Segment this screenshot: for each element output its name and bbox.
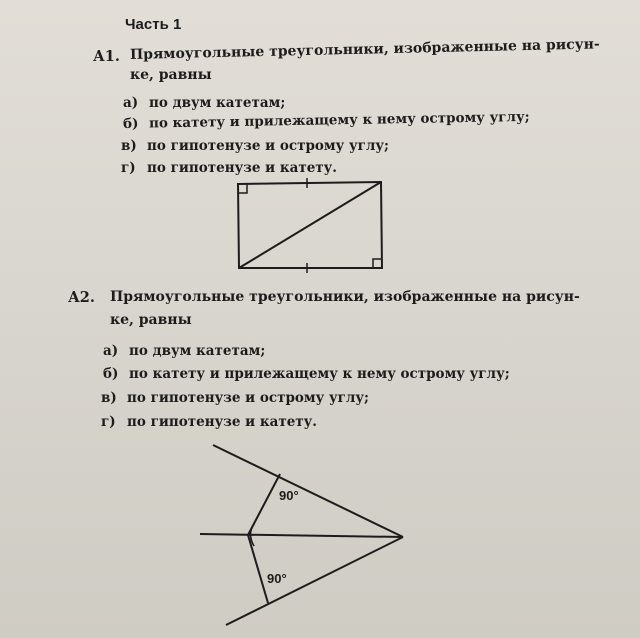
question-a2-option-d: г) по гипотенузе и катету.: [101, 414, 318, 430]
question-a1-text-line2: ке, равны: [130, 67, 212, 83]
question-a2-option-a: а) по двум катетам;: [103, 343, 266, 359]
question-a1-number: А1.: [93, 48, 120, 65]
question-a2-number: А2.: [68, 289, 95, 306]
lower-perpendicular: [248, 535, 268, 603]
question-a2-text-line1: Прямоугольные треугольники, изображенные на рисун-: [110, 289, 580, 305]
question-a1-option-b: б) по катету и прилежащему к нему острому углу;: [122, 108, 530, 132]
part-title: Часть 1: [125, 16, 182, 33]
bisector-line: [200, 534, 403, 537]
question-a1-option-c: в) по гипотенузе и острому углу;: [121, 138, 390, 154]
question-a1-text-line1: Прямоугольные треугольники, изображенные на рисун-: [129, 36, 600, 63]
question-a2-option-b: б) по катету и прилежащему к нему острому углу;: [103, 366, 510, 382]
question-a1-option-d: г) по гипотенузе и катету.: [121, 160, 338, 176]
angle-label-upper: 90°: [279, 488, 299, 503]
question-a2-text-line2: ке, равны: [110, 312, 192, 328]
question-a2-option-c: в) по гипотенузе и острому углу;: [101, 390, 370, 406]
question-a1-option-a: а) по двум катетам;: [123, 95, 286, 111]
angle-label-lower: 90°: [267, 571, 287, 586]
upper-ray: [213, 445, 403, 537]
